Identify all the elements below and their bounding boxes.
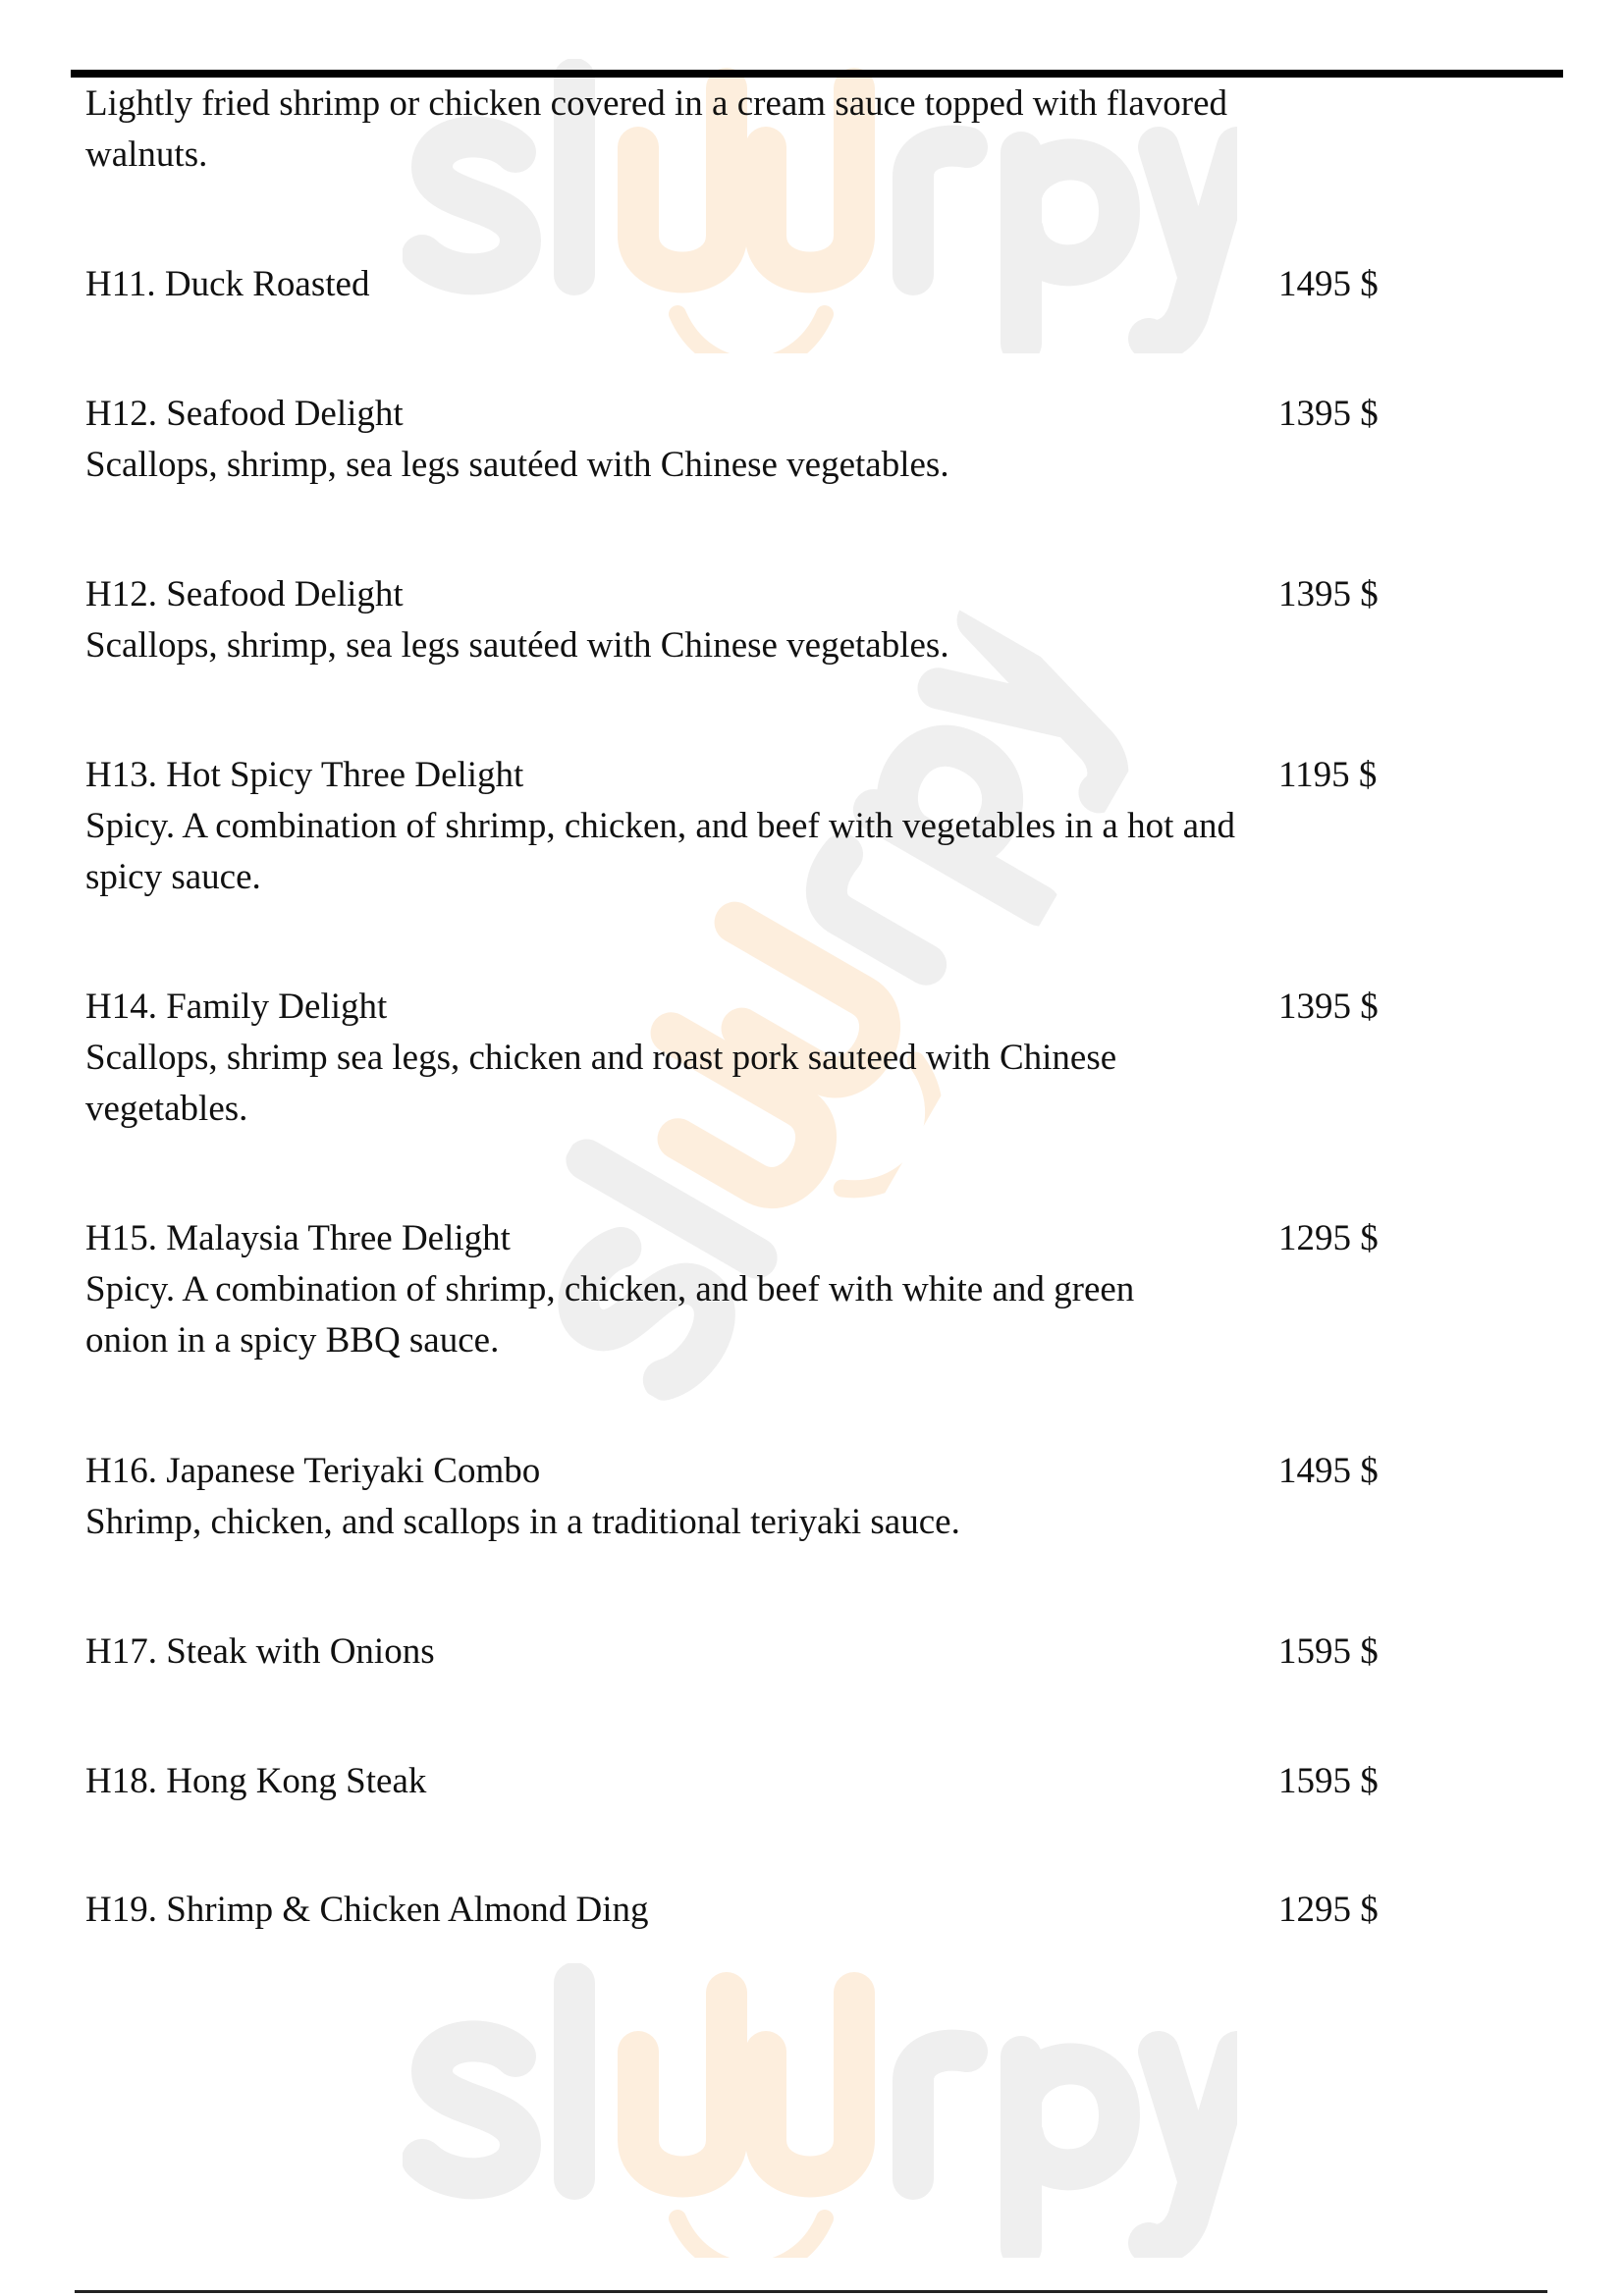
menu-item <box>85 1627 1440 1678</box>
item-name: H19. Shrimp & Chicken Almond Ding <box>85 1890 649 1930</box>
item-price: 1595 $ <box>1278 1631 1379 1672</box>
item-name: H17. Steak with Onions <box>85 1631 435 1672</box>
top-rule <box>71 70 1563 78</box>
item-price: 1195 $ <box>1278 755 1378 795</box>
menu-item <box>85 750 1440 903</box>
item-description: Spicy. A combination of shrimp, chicken, and beef with white and green onion in a spicy BBQ sauce. <box>85 1269 1135 1361</box>
item-price: 1395 $ <box>1278 574 1379 614</box>
item-price: 1295 $ <box>1278 1218 1379 1258</box>
menu-item-intro <box>85 79 1440 181</box>
item-price: 1295 $ <box>1278 1890 1379 1930</box>
item-price: 1395 $ <box>1278 394 1379 434</box>
item-price: 1495 $ <box>1278 264 1379 304</box>
item-name: H15. Malaysia Three Delight <box>85 1218 511 1258</box>
item-description: Scallops, shrimp, sea legs sautéed with Chinese vegetables. <box>85 445 949 485</box>
item-description: Scallops, shrimp sea legs, chicken and roast pork sauteed with Chinese vegetables. <box>85 1038 1117 1129</box>
bottom-rule <box>75 2290 1547 2293</box>
item-description: Shrimp, chicken, and scallops in a traditional teriyaki sauce. <box>85 1502 960 1542</box>
menu-item <box>85 389 1440 491</box>
menu-item <box>85 1756 1440 1807</box>
item-name: H16. Japanese Teriyaki Combo <box>85 1451 541 1491</box>
menu-item <box>85 1213 1440 1366</box>
watermark-logo <box>403 1963 1237 2258</box>
item-name: H13. Hot Spicy Three Delight <box>85 755 524 795</box>
item-description: Spicy. A combination of shrimp, chicken, and beef with vegetables in a hot and spicy sauce. <box>85 806 1236 897</box>
item-name: H14. Family Delight <box>85 987 388 1027</box>
item-name: H12. Seafood Delight <box>85 574 404 614</box>
item-description: Lightly fried shrimp or chicken covered in a cream sauce topped with flavored walnuts. <box>85 83 1228 175</box>
menu-item <box>85 1446 1440 1548</box>
menu-item <box>85 569 1440 671</box>
item-price: 1595 $ <box>1278 1761 1379 1801</box>
item-name: H11. Duck Roasted <box>85 264 370 304</box>
menu-item <box>85 1885 1440 1936</box>
menu-item <box>85 982 1440 1135</box>
item-name: H12. Seafood Delight <box>85 394 404 434</box>
item-price: 1495 $ <box>1278 1451 1379 1491</box>
menu-item <box>85 259 1440 310</box>
item-name: H18. Hong Kong Steak <box>85 1761 427 1801</box>
item-price: 1395 $ <box>1278 987 1379 1027</box>
item-description: Scallops, shrimp, sea legs sautéed with Chinese vegetables. <box>85 625 949 666</box>
